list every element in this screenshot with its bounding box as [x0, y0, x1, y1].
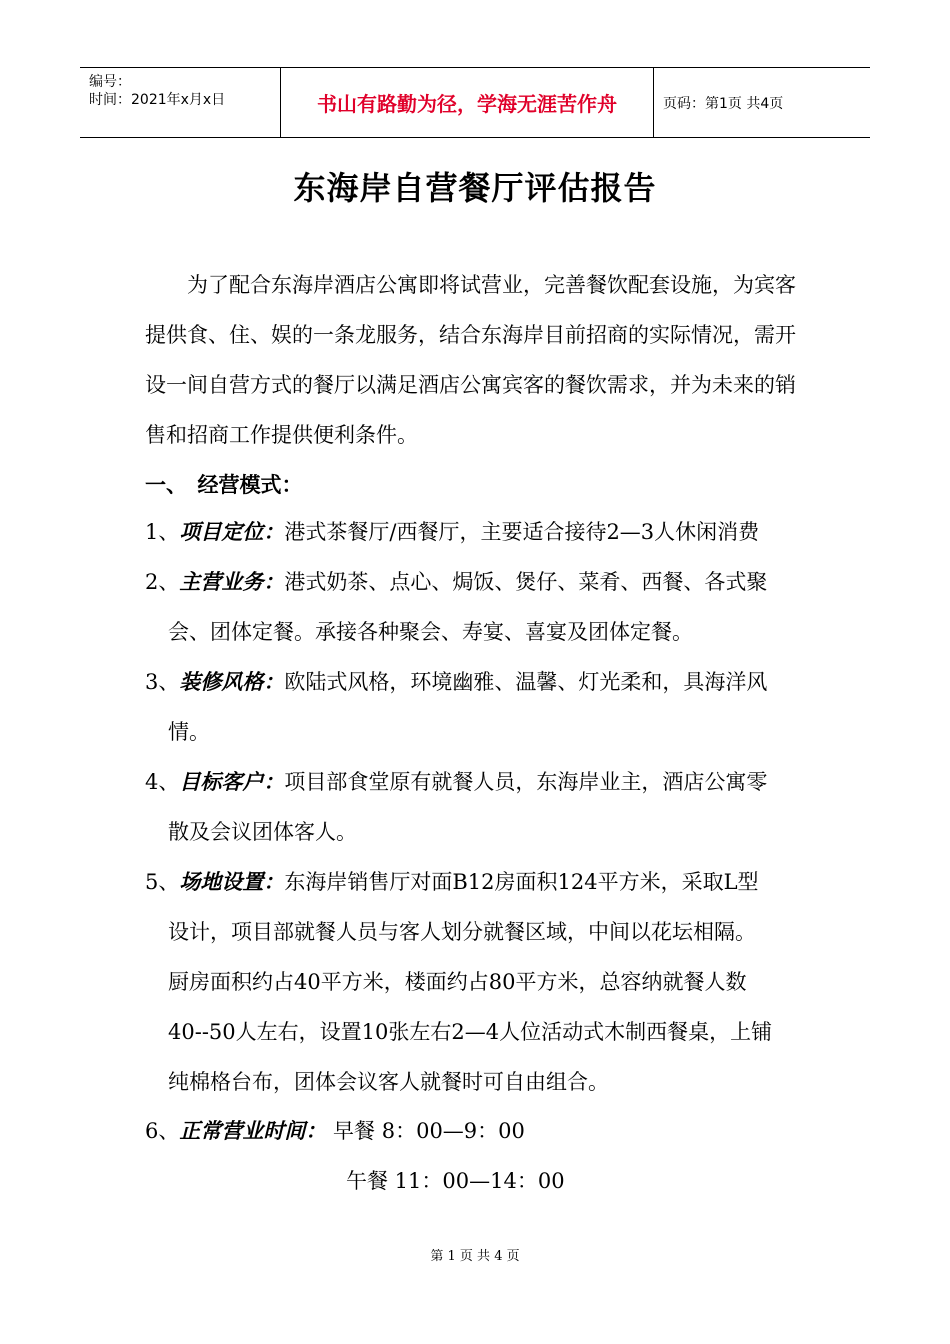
list-item	[145, 507, 759, 557]
item-text: 东海岸销售厅对面B12房面积124平方米，采取L型	[284, 870, 759, 894]
item-label: 目标客户：	[179, 770, 285, 794]
item-number: 5、	[145, 870, 180, 894]
item-text: 欧陆式风格，环境幽雅、温馨、灯光柔和，具海洋风	[284, 670, 768, 694]
item-continuation: 情。	[168, 720, 210, 744]
list-item	[145, 1106, 525, 1156]
item-number: 2、	[145, 570, 180, 594]
header-table	[80, 67, 870, 138]
list-item	[145, 557, 767, 607]
item-number: 6、	[145, 1119, 180, 1143]
section-heading: 一、 经营模式：	[145, 473, 303, 497]
item-number: 3、	[145, 670, 180, 694]
page-title: 东海岸自营餐厅评估报告	[293, 169, 657, 207]
page-info: 页码：第1页 共4页	[663, 95, 784, 112]
document-date: 时间：2021年x月x日	[89, 92, 226, 108]
item-continuation: 散及会议团体客人。	[168, 820, 357, 844]
item-number: 4、	[145, 770, 180, 794]
item-text: 项目部食堂原有就餐人员，东海岸业主，酒店公寓零	[284, 770, 768, 794]
item-text: 港式奶茶、点心、焗饭、煲仔、菜肴、西餐、各式聚	[284, 570, 768, 594]
list-item	[145, 757, 767, 807]
header-motto: 书山有路勤为径，学海无涯苦作舟	[317, 92, 617, 116]
item-continuation: 纯棉格台布，团体会议客人就餐时可自由组合。	[168, 1070, 609, 1094]
intro-paragraph: 为了配合东海岸酒店公寓即将试营业，完善餐饮配套设施，为宾客提供食、住、娱的一条龙服务，结合东海岸目前招商的实际情况，需开设一间自营方式的餐厅以满足酒店公寓宾客的餐饮需求，并为未来的销售和招商工作提供便利条件。	[145, 273, 796, 447]
item-label: 装修风格：	[179, 670, 285, 694]
divider	[653, 68, 654, 137]
item-label: 项目定位：	[179, 520, 285, 544]
item-label: 正常营业时间：	[179, 1119, 327, 1143]
item-label: 主营业务：	[179, 570, 285, 594]
list-item	[145, 857, 759, 907]
list-item	[145, 657, 767, 707]
item-label: 场地设置：	[179, 870, 285, 894]
item-continuation: 午餐 11：00—14：00	[346, 1169, 565, 1193]
document-number: 编号：	[89, 74, 131, 90]
header-meta	[80, 68, 280, 137]
item-continuation: 40--50人左右，设置10张左右2—4人位活动式木制西餐桌，上铺	[168, 1020, 773, 1044]
item-number: 1、	[145, 520, 180, 544]
item-text: 早餐 8：00—9：00	[326, 1119, 525, 1143]
item-text: 港式茶餐厅/西餐厅，主要适合接待2—3人休闲消费	[284, 520, 760, 544]
item-continuation: 会、团体定餐。承接各种聚会、寿宴、喜宴及团体定餐。	[168, 620, 693, 644]
item-continuation: 厨房面积约占40平方米，楼面约占80平方米，总容纳就餐人数	[168, 970, 747, 994]
item-continuation: 设计，项目部就餐人员与客人划分就餐区域，中间以花坛相隔。	[168, 920, 756, 944]
page-footer: 第 1 页 共 4 页	[430, 1249, 520, 1264]
